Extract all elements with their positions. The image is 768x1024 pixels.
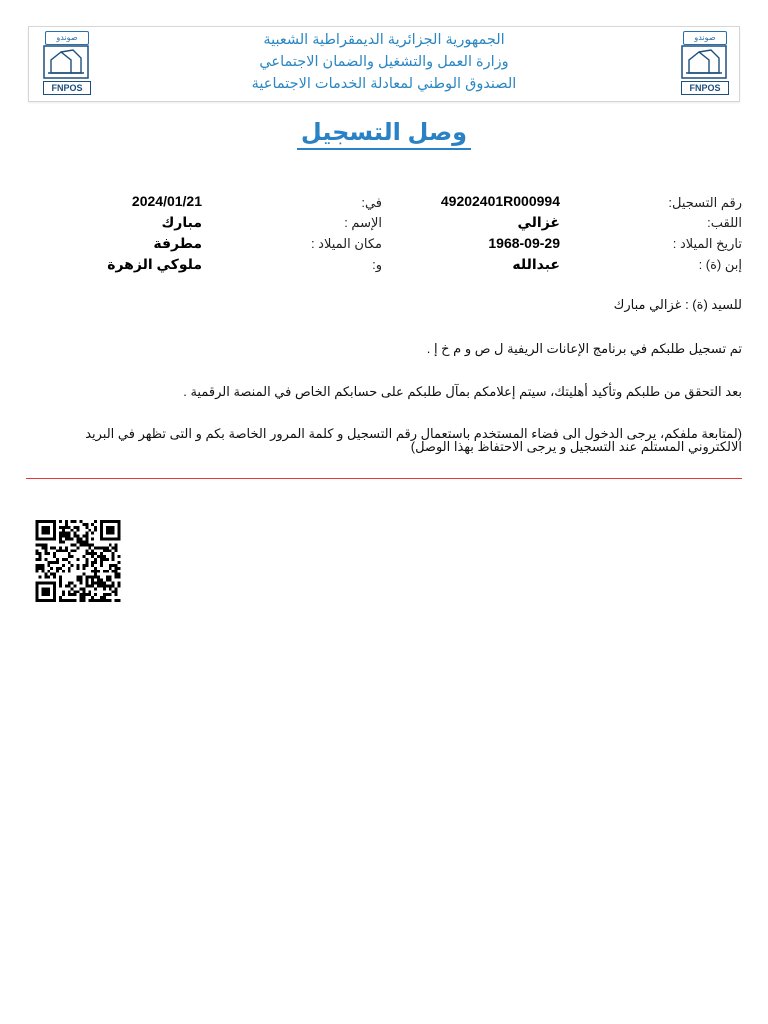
- registration-number-label: رقم التسجيل:: [668, 195, 742, 210]
- header-line-ministry: وزارة العمل والتشغيل والضمان الاجتماعي: [259, 54, 509, 70]
- surname-value: غزالي: [517, 214, 560, 230]
- follow-up-line-1: (لمتابعة ملفكم، يرجى الدخول الى فضاء المستخدم باستعمال رقم التسجيل و كلمة المرور الخاصة بكم و التى تظهر في البريد: [85, 426, 742, 441]
- date-value: 2024/01/21: [131, 193, 202, 209]
- date-label: في:: [361, 195, 382, 210]
- fnpos-logo-icon: [681, 31, 729, 95]
- verification-notice: بعد التحقق من طلبكم وتأكيد أهليتك، سيتم إعلامكم بمآل طلبكم على حسابكم الخاص في المنصة الرقمية .: [183, 384, 742, 399]
- son-of-value: عبدالله: [512, 256, 560, 272]
- and-value: ملوكي الزهرة: [107, 256, 202, 272]
- greeting-line: للسيد (ة) : غزالي مبارك: [613, 297, 742, 312]
- logo-fnpos-text: FNPOS: [43, 81, 91, 95]
- qr-code-icon: [35, 520, 121, 602]
- follow-up-instructions: [85, 427, 742, 453]
- header-line-fund: الصندوق الوطني لمعادلة الخدمات الاجتماعية: [251, 76, 517, 92]
- surname-label: اللقب:: [707, 215, 742, 230]
- son-of-label: إبن (ة) :: [698, 257, 742, 272]
- birth-date-label: تاريخ الميلاد :: [672, 236, 742, 251]
- follow-up-line-2: الالكتروني المستلم عند التسجيل و يرجى الاحتفاظ بهذا الوصل): [410, 439, 742, 454]
- and-label: و:: [372, 257, 382, 272]
- birth-place-value: مطرفة: [153, 235, 202, 251]
- registration-number-value: 49202401R000994: [440, 193, 560, 209]
- logo-arabic-mark: صوندو: [45, 31, 89, 45]
- birth-place-label: مكان الميلاد :: [310, 236, 382, 251]
- header-line-republic: الجمهورية الجزائرية الديمقراطية الشعبية: [263, 32, 505, 48]
- header-titles: [119, 29, 649, 95]
- first-name-value: مبارك: [161, 214, 202, 230]
- birth-date-value: 1968-09-29: [488, 235, 560, 251]
- registration-confirmation: تم تسجيل طلبكم في برنامج الإعانات الريفية ل ص و م خ إ .: [426, 341, 742, 356]
- document-header: [28, 26, 740, 102]
- fnpos-logo-icon: [43, 31, 91, 95]
- house-logo-icon: [681, 45, 727, 79]
- red-divider: [26, 478, 742, 479]
- logo-arabic-mark: صوندو: [683, 31, 727, 45]
- logo-fnpos-text: FNPOS: [681, 81, 729, 95]
- first-name-label: الإسم :: [344, 215, 382, 230]
- page-title-text: وصل التسجيل: [297, 119, 471, 150]
- page-title: [0, 118, 768, 147]
- house-logo-icon: [43, 45, 89, 79]
